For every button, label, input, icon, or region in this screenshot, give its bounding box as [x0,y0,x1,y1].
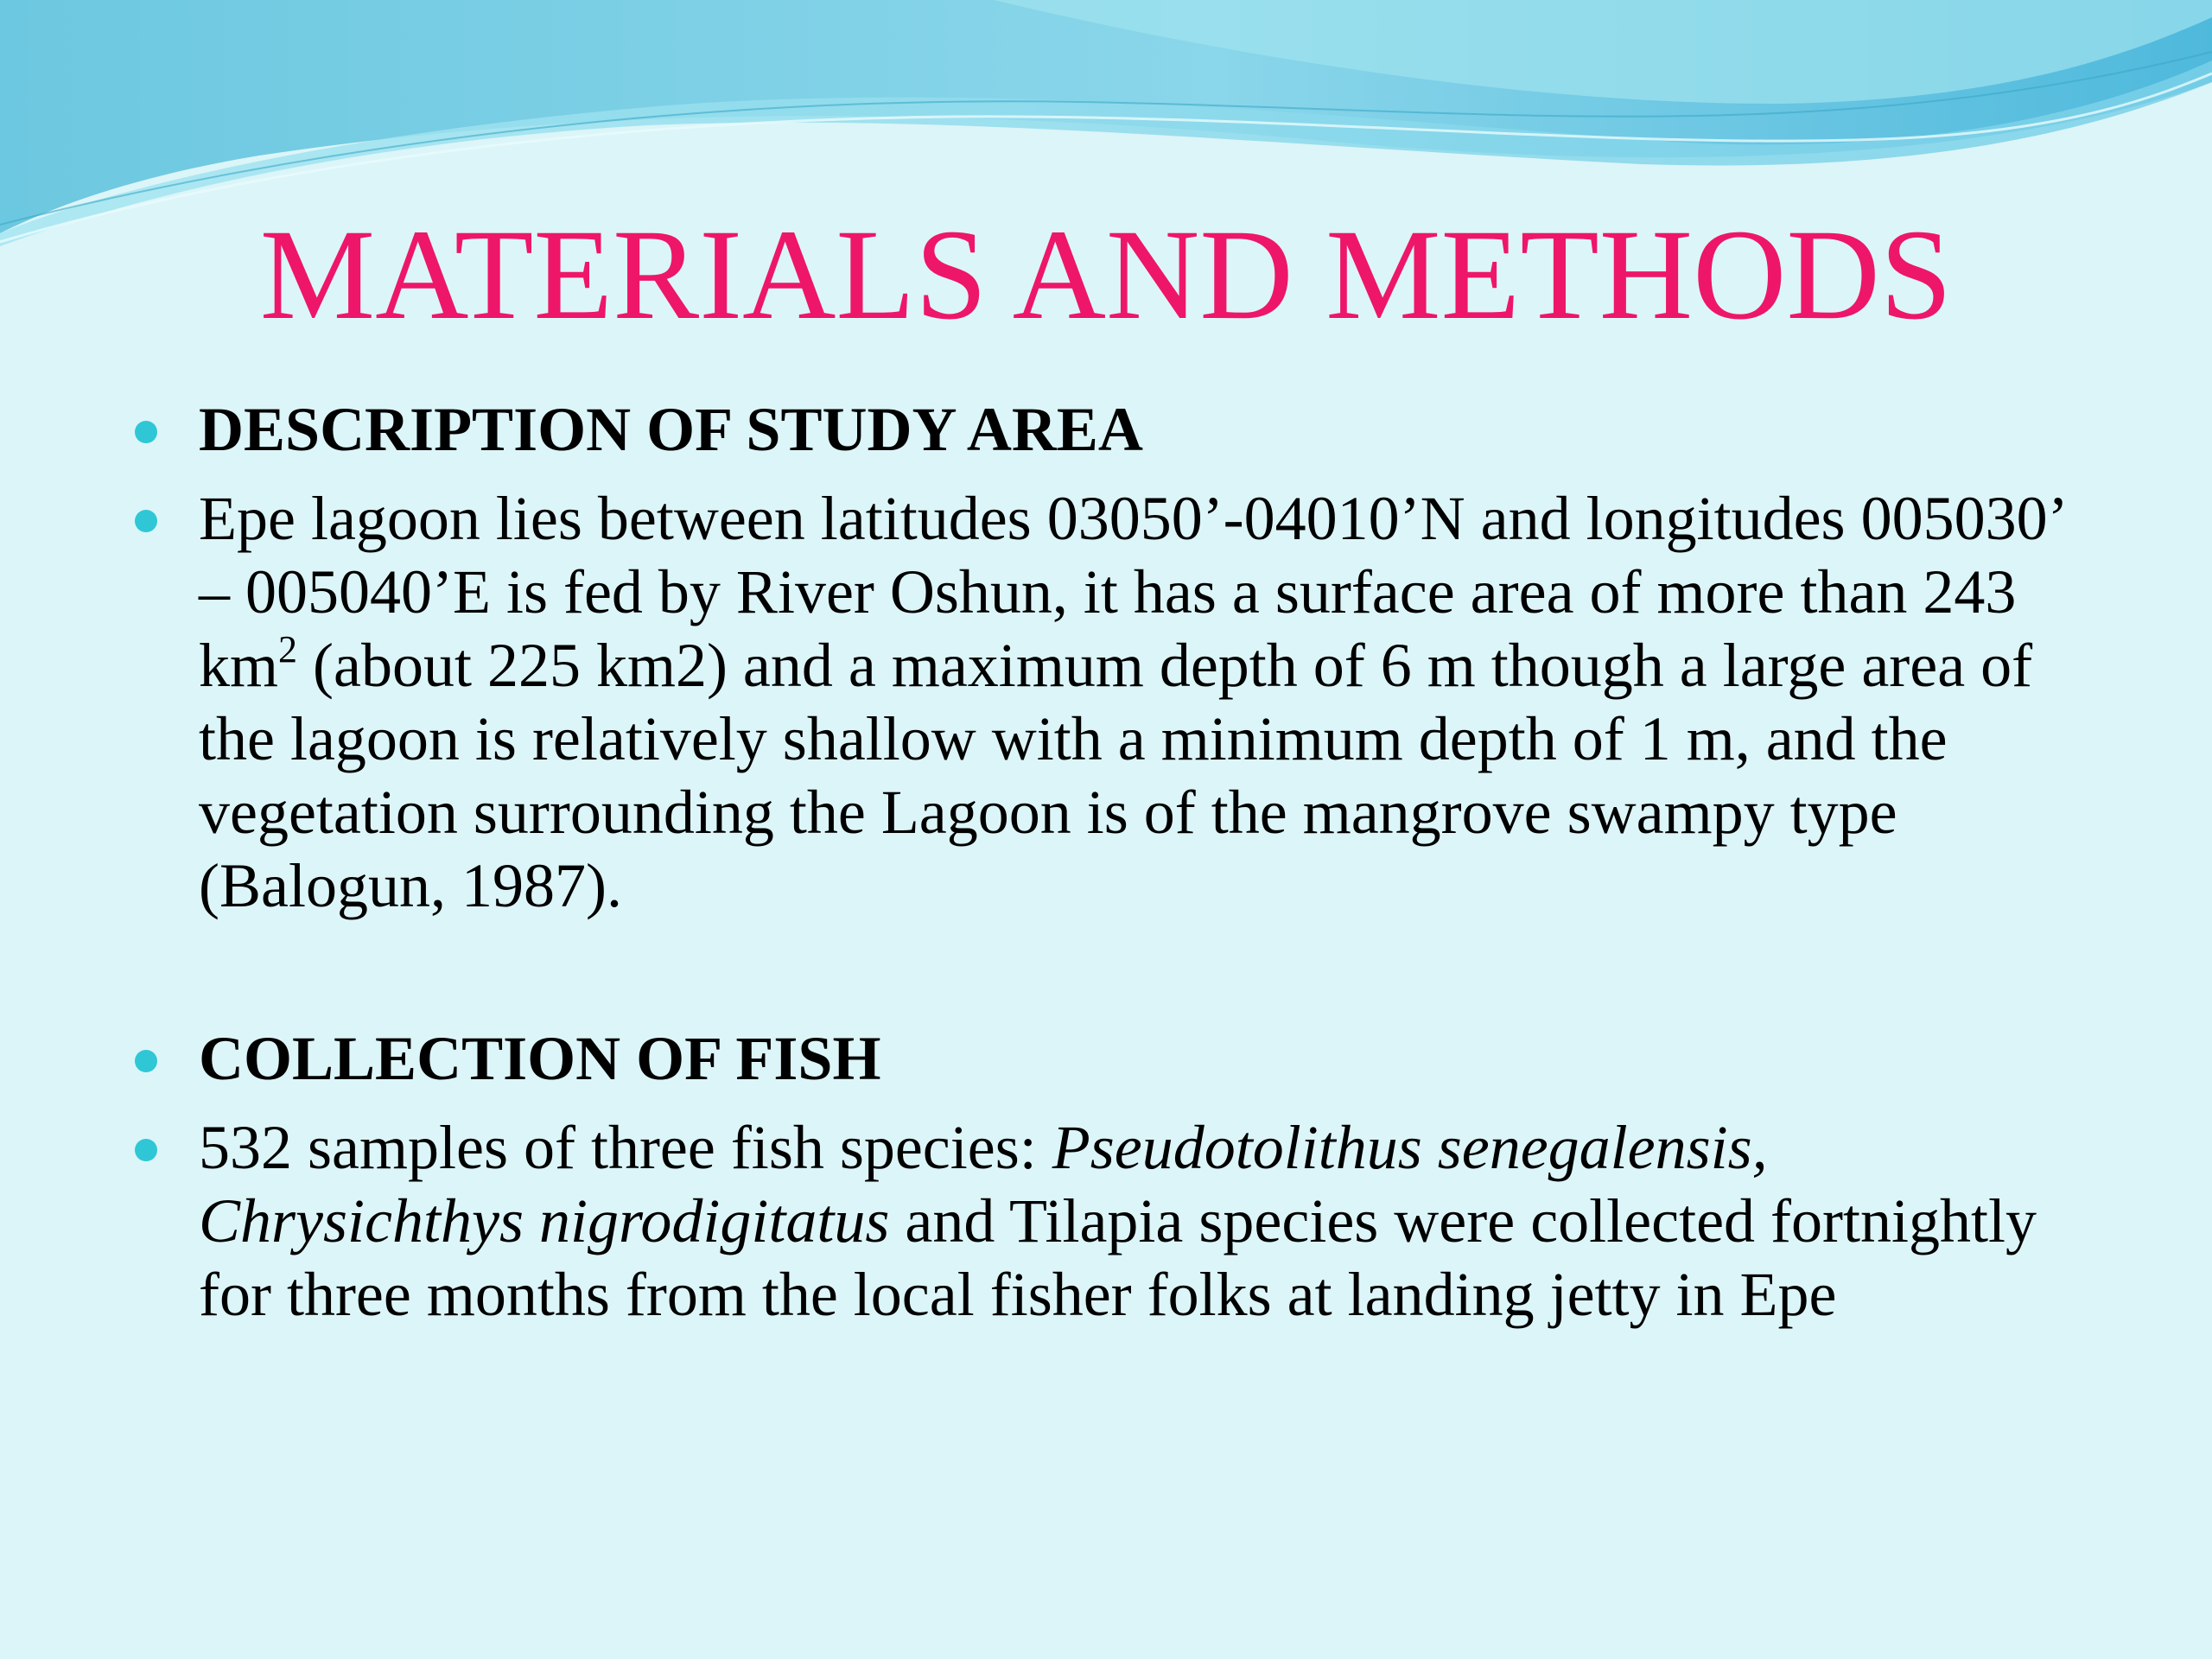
collection-text-continued: and Tilapia species were collected fortnightly for three months from the local fisher folks at landing jetty in Epe [199,1186,2037,1329]
bullet-collection-description [130,1111,2091,1332]
bullet-icon [135,421,157,443]
heading-collection: COLLECTION OF FISH [199,1024,881,1093]
bullet-icon [135,1139,157,1161]
heading-study-area: DESCRIPTION OF STUDY AREA [199,395,1143,464]
superscript-2: 2 [278,628,298,671]
slide-body [130,393,2091,1332]
bullet-study-area-description [130,482,2091,923]
bullet-icon [135,1050,157,1072]
bullet-heading-collection [130,1022,2091,1096]
bullet-heading-study-area [130,393,2091,467]
collection-text: 532 samples of three fish species: [199,1113,1052,1182]
study-area-text-continued: (about 225 km2) and a maximum depth of 6 m though a large area of the lagoon is relatively shallow with a minimum depth of 1 m, and the vegetation surrounding the Lagoon is of the mangrove swampy type (Balogun, 1987). [199,631,2033,920]
species-names-italic: Pseudotolithus senegalensis, Chrysichthys nigrodigitatus [199,1113,1768,1255]
slide-title: MATERIALS AND METHODS [259,203,1953,346]
bullet-icon [135,510,157,532]
study-area-text: Epe lagoon lies between latitudes 03050’-04010’N and longitudes 005030’ – 005040’E is fed by River Oshun, it has a surface area of more than 243 km [199,484,2064,700]
